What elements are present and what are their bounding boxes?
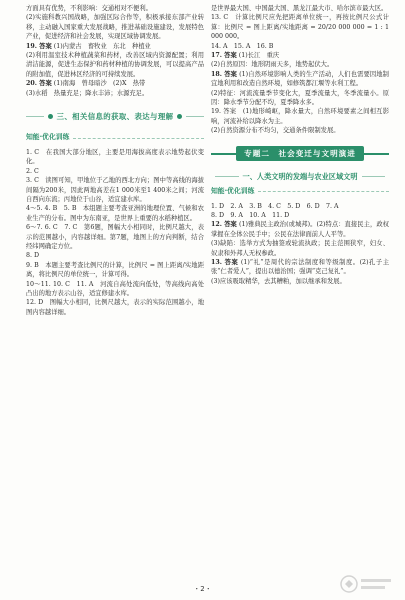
answer-item [26,79,204,88]
practice-heading-text: 知能·优化训练 [26,133,70,142]
answer-label: 17. 答案 [211,52,237,60]
answer-label: 19. 答案 [26,42,52,50]
section-title-text: 一、人类文明的发端与农业区域文明 [242,171,358,181]
answer-text: 13. C 计算比例尺应先把距离单位统一，再按比例尺公式计算：比例尺 = 图上距离/实地距离 = 20/20 000 000 = 1 : 1 000 000。 [211,14,389,41]
answer-text: (2)自然原因：地形阴雨天多，地势起伏大。 [211,61,334,69]
left-column [26,4,204,317]
answer-text: (1)“礼”是周代的宗法制度和等级制度。(2)孔子主张“仁者爱人”，提出以德治国；强调“克己复礼”。 [211,258,389,276]
answer-label: 12. 答案 [211,221,237,229]
answer-text: 9. B 本题主要考查比例尺的计算，比例尺 = 图上距离/实地距离，将比例尺的单位统一，计算可得。 [26,261,204,279]
answer-text: (2)自然资源分布不均匀，交通条件限制发展。 [211,127,340,135]
bullet-icon [48,114,53,119]
answer-text: 19. 答案 (1)地形崎岖，降水量大，自然环境要素之间相互影响，河流补给以降水为主。 [211,108,389,125]
divider [215,176,239,177]
divider [186,116,204,117]
answer-text: (3)缺陷：选举方式为抽签或轮流执政；民主范围狭窄，妇女、奴隶和外邦人无权参政。 [211,240,389,257]
practice-heading [211,187,389,196]
answer-item [26,42,204,51]
divider [73,138,204,139]
page-number: ・2・ [193,585,212,593]
watermark-logo [339,572,395,596]
answer-label: 13. 答案 [211,258,239,266]
answer-item [211,51,389,60]
answer-text: 3. C 读图可知，甲地位于乙地的西北方向；图中等高线的海拔间隔为200米，因此两地高差在1 000米至1 400米之间；河流自西向东流；丙地位于山谷，适宜建水库。 [26,177,204,203]
answer-text: 14. A 15. A 16. B [211,42,274,50]
practice-heading-text: 知能·优化训练 [211,187,255,196]
practice-heading [26,133,204,142]
answer-text: (1)长江 重庆 [238,52,280,60]
answer-text: 1. D 2. A 3. B 4. C 5. D 6. D 7. A [211,202,339,210]
divider [362,176,386,177]
answer-text: 方面具有优势，不利影响：交通相对不便利。 [26,5,152,12]
answer-text: (2)利用温室技术种植蔬菜和药材，改善区域内资源配置；利用清洁能源，促进生态保护和药材种植的协调发展，可以提高产品的附加值，促进林区经济的可持续发展。 [26,52,204,78]
divider [258,191,389,192]
answer-text: (1)南海 曾母暗沙 (2)X 热带 [53,80,146,88]
right-column [211,4,389,286]
answer-text: (1)内蒙古 畜牧业 东北 种植业 [53,42,151,50]
divider [364,153,389,155]
section-title [211,172,389,181]
answer-text: 2. C [26,167,39,175]
answer-text: 4～5. 4. B 5. B 本组题主要考查亚洲的地理位置、气候和农业生产的分布。图中为东南亚，是世界上重要的水稻种植区。 [26,205,204,222]
answer-text: 12. D 图幅大小相同，比例尺越大，表示的实际范围越小，地图内容越详细。 [26,299,204,316]
answer-text: 6～7. 6. C 7. C 第6题，图幅大小相同时，比例尺越大，表示的范围越小，内容越详细。第7题，地图上的方向判断，结合经纬网确定方位。 [26,224,204,250]
topic-banner [211,146,389,162]
answer-label: 18. 答案 [211,70,238,78]
answer-text: (2)特征：河流流量季节变化大，夏季流量大，冬季流量小。原因：降水季节分配不均，夏季降水多。 [211,89,389,107]
answer-text: (2)实施科教兴国战略，加强区际合作等，积极承接东部产业转移，主动融入国家重大发展战略，推进基础设施建设，发展特色产业，促进经济和社会发展，实现区域协调发展。 [26,14,204,41]
answer-text: 1. C 在我国大部分地区，主要是用海拔高度表示地势起伏变化。 [26,148,204,166]
answer-text: 是世界最大国、中国最大国、黑龙江最大市、哈尔滨市最大区。 [211,5,388,12]
answer-text: 8. D [26,252,40,260]
section-title [26,112,204,121]
answer-text: (3)应该吸取精华，去其糟粕，加以继承和发展。 [211,277,346,285]
bullet-icon [177,114,182,119]
answer-label: 20. 答案 [26,80,52,88]
divider [26,116,44,117]
answer-item [211,220,389,239]
answer-text: (1)自然环境影响人类的生产活动，人们也需要因地制宜地利用和改造自然环境，如修筑都江堰等水利工程。 [211,70,389,88]
answer-text: 10～11. 10. C 11. A 河流自高处流向低处，等高线向高处凸出的地方表示山谷，适宜修建水库。 [26,280,204,297]
answer-item [211,258,389,277]
section-title-text: 三、相关信息的获取、表达与理解 [56,112,174,122]
topic-title: 专题二 社会变迁与文明演进 [236,146,364,161]
answer-text: (1)雅典民主政治(或城邦)。(2)特点：直接民主，政权掌握在全体公民手中；公民在法律面前人人平等。 [211,221,389,238]
answer-item [211,70,389,89]
answer-text: (3)水稻 热量充足；降水丰沛；水源充足。 [26,89,149,97]
answer-text: 8. D 9. A 10. A 11. D [211,211,290,219]
divider [211,153,236,155]
